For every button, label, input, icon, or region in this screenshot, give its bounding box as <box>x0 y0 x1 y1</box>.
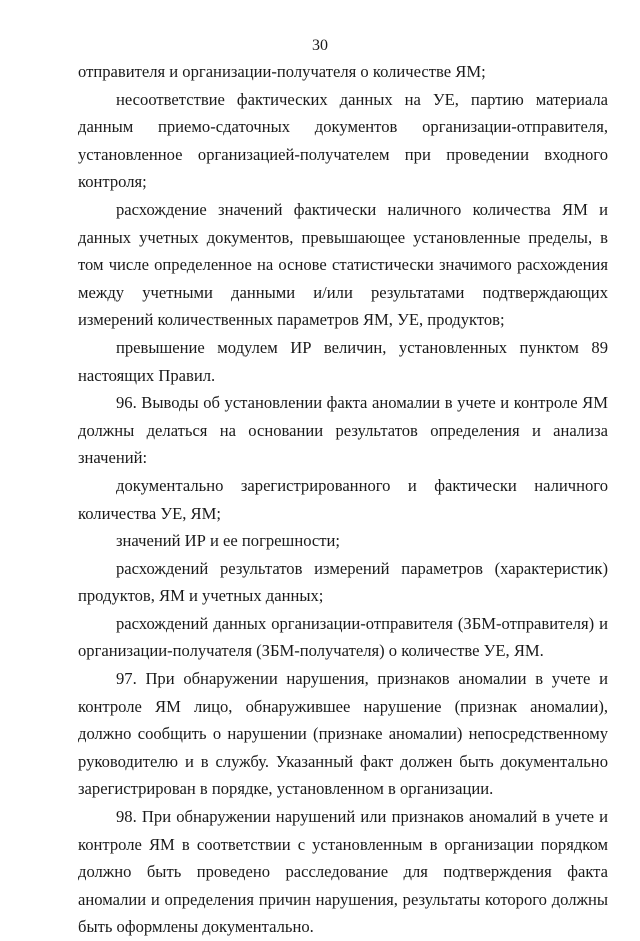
paragraph-registered-quantity: документально зарегистрированного и фактически наличного количества УЕ, ЯМ; <box>78 475 608 523</box>
paragraph-ir-excess: превышение модулем ИР величин, установленных пунктом 89 настоящих Правил. <box>78 337 608 385</box>
paragraph-quantity-discrepancy: расхождение значений фактически наличного количества ЯМ и данных учетных документов, превышающее установленные пределы, в том числе определенное на основе статистически значимого расхождения между учетными данными и/или результатами подтверждающих измерений количественных параметров ЯМ, УЕ, продуктов; <box>78 199 608 330</box>
document-body <box>78 58 608 941</box>
paragraph-measurement-discrepancy: расхождений результатов измерений параметров (характеристик) продуктов, ЯМ и учетных данных; <box>78 558 608 606</box>
paragraph-ir-values: значений ИР и ее погрешности; <box>116 531 341 551</box>
paragraph-data-mismatch: несоответствие фактических данных на УЕ, партию материала данным приемо-сдаточных документов организации-отправителя, установленное организацией-получателем при проведении входного контроля; <box>78 89 608 192</box>
paragraph-sender-receiver-discrepancy: расхождений данных организации-отправителя (ЗБМ-отправителя) и организации-получателя (ЗБМ-получателя) о количестве УЕ, ЯМ. <box>78 613 608 661</box>
paragraph-continuation: отправителя и организации-получателя о количестве ЯМ; <box>78 62 486 81</box>
page-number: 30 <box>312 37 328 54</box>
paragraph-section-98: 98. При обнаружении нарушений или признаков аномалий в учете и контроле ЯМ в соответствии с установленным в организации порядком должно быть проведено расследование для подтверждения факта аномалии и определения причин нарушения, результаты которого должны быть оформлены документально. <box>78 807 608 937</box>
paragraph-section-96: 96. Выводы об установлении факта аномалии в учете и контроле ЯМ должны делаться на основании результатов определения и анализа значений: <box>78 393 608 468</box>
paragraph-section-97: 97. При обнаружении нарушения, признаков аномалии в учете и контроле ЯМ лицо, обнаружившее нарушение (признак аномалии), должно сообщить о нарушении (признаке аномалии) непосредственному руководителю и в службу. Указанный факт должен быть документально зарегистрирован в порядке, установленном в организации. <box>78 669 608 799</box>
